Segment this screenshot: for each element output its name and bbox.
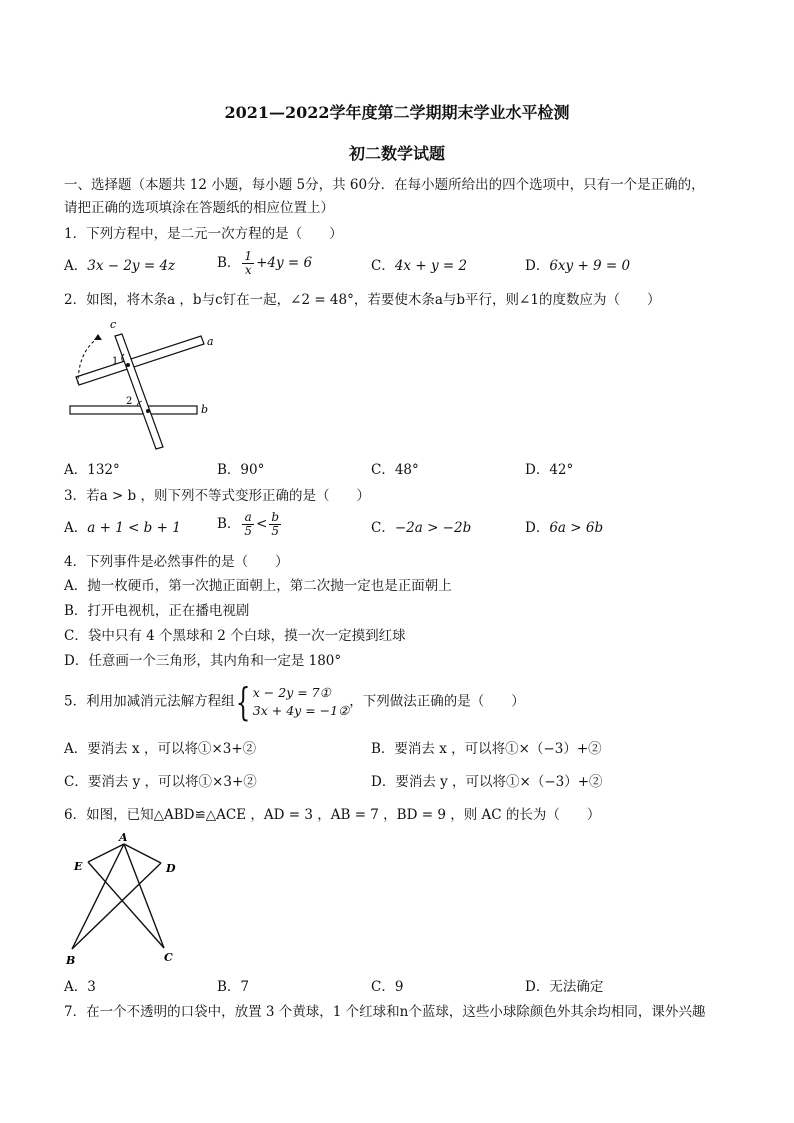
q1-option-a: A．3x − 2y = 4z xyxy=(64,258,176,274)
q3-option-a: A．a + 1 < b + 1 xyxy=(64,520,181,536)
q5-equation-2: 3x + 4y = −1② xyxy=(252,703,350,718)
label-angle-1: 1 xyxy=(112,356,119,367)
label-E: E xyxy=(74,860,83,873)
q1-option-c: C．4x + y = 2 xyxy=(371,258,468,274)
q4-option-d: D．任意画一个三角形，其内角和一定是 180° xyxy=(64,653,342,669)
q5-option-c: C．要消去 y ，可以将①×3+② xyxy=(64,774,257,790)
q2-figure xyxy=(60,318,220,458)
segment-AE xyxy=(88,844,124,862)
wood-strip-b xyxy=(70,406,197,414)
q4-option-c: C．袋中只有 4 个黑球和 2 个白球，摸一次一定摸到红球 xyxy=(64,628,406,644)
q5-stem: 5．利用加减消元法解方程组{ x − 2y = 7① 3x + 4y = −1② ，下列做法正确的是（ ） xyxy=(64,680,525,724)
q2-stem: 2．如图，将木条a ，b与c钉在一起，∠2 = 48°，若要使木条a与b平行，则∠1的度数应为（ ） xyxy=(64,292,661,308)
label-b: b xyxy=(201,403,209,416)
label-A: A xyxy=(119,831,128,844)
segment-EC xyxy=(88,862,164,948)
brace-icon: { xyxy=(235,680,250,724)
wood-strip-a xyxy=(76,336,204,385)
nail-2 xyxy=(146,409,150,413)
q1-option-d: D．6xy + 9 = 0 xyxy=(525,258,631,274)
label-B: B xyxy=(66,954,76,967)
label-a: a xyxy=(207,335,214,348)
q5-equation-1: x − 2y = 7① xyxy=(252,685,331,700)
label-angle-2: 2 xyxy=(126,396,133,407)
q6-option-a: A．3 xyxy=(64,979,96,995)
label-C: C xyxy=(164,951,173,964)
q6-option-d: D．无法确定 xyxy=(525,979,604,995)
q2-option-c: C．48° xyxy=(371,462,419,478)
q3-option-b: B． $\frac{a}{5}$ < $\frac{b}{5}$ xyxy=(217,510,280,538)
q4-option-a: A．抛一枚硬币，第一次抛正面朝上，第二次抛一定也是正面朝上 xyxy=(64,578,452,594)
section-intro: 一、选择题（本题共 12 小题，每小题 5分，共 60分．在每小题所给出的四个选项中，只有一个是正确的， xyxy=(64,177,705,193)
q1-stem: 1．下列方程中，是二元一次方程的是（ ） xyxy=(64,226,343,242)
q1-option-b: B． $\frac{1}{x}$ +4y = 6 xyxy=(217,249,313,277)
q4-stem: 4．下列事件是必然事件的是（ ） xyxy=(64,554,289,570)
q3-option-c: C．−2a > −2b xyxy=(371,520,472,536)
q2-option-b: B．90° xyxy=(217,462,265,478)
q7-stem: 7．在一个不透明的口袋中，放置 3 个黄球，1 个红球和n个蓝球，这些小球除颜色外其余均相同，课外兴趣 xyxy=(64,1004,706,1020)
segment-AC xyxy=(124,844,164,948)
exam-subtitle: 初二数学试题 xyxy=(348,144,445,163)
section-intro-cont: 请把正确的选项填涂在答题纸的相应位置上） xyxy=(64,200,334,216)
q2-option-a: A．132° xyxy=(64,462,120,478)
label-c: c xyxy=(110,318,117,331)
q5-option-b: B．要消去 x ，可以将①×（−3）+② xyxy=(371,741,602,757)
exam-title: 2021—2022学年度第二学期期末学业水平检测 xyxy=(224,103,570,122)
q6-stem: 6．如图，已知△ABD≌△ACE ，AD = 3 ，AB = 7 ，BD = 9 ，则 AC 的长为（ ） xyxy=(64,807,601,823)
q6-figure xyxy=(60,830,190,970)
q5-option-a: A．要消去 x ，可以将①×3+② xyxy=(64,741,257,757)
q6-option-c: C．9 xyxy=(371,979,404,995)
q3-option-d: D．6a > 6b xyxy=(525,520,604,536)
arrow-head-icon xyxy=(94,334,102,340)
q2-option-d: D．42° xyxy=(525,462,574,478)
label-D: D xyxy=(166,862,176,875)
q5-option-d: D．要消去 y ，可以将①×（−3）+② xyxy=(371,774,603,790)
q4-option-b: B．打开电视机，正在播电视剧 xyxy=(64,603,250,619)
nail-1 xyxy=(126,363,130,367)
q3-stem: 3．若a > b ，则下列不等式变形正确的是（ ） xyxy=(64,488,370,504)
q6-option-b: B．7 xyxy=(217,979,250,995)
